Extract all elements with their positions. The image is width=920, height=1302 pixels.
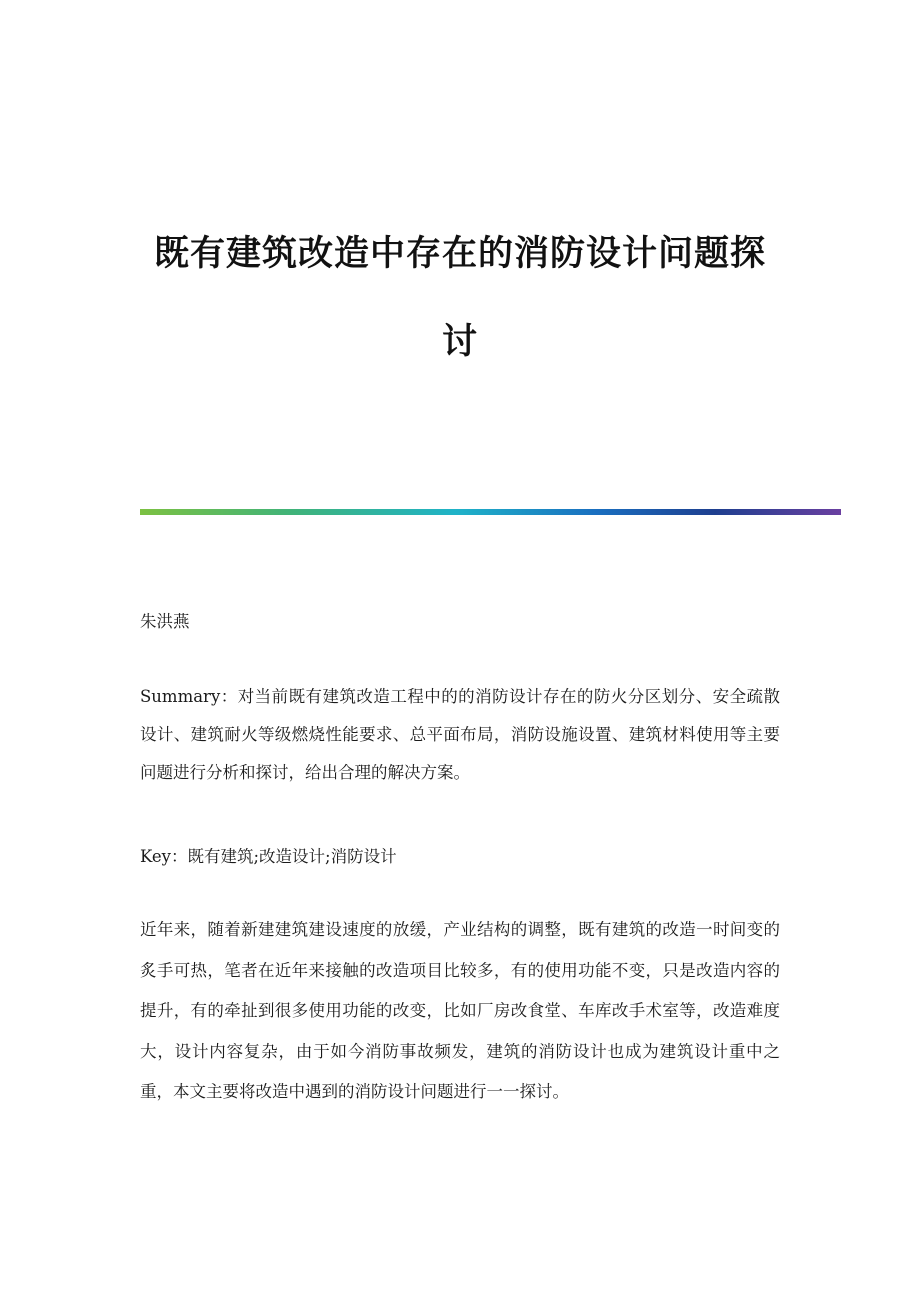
summary-paragraph: Summary：对当前既有建筑改造工程中的的消防设计存在的防火分区划分、安全疏散设计、建筑耐火等级燃烧性能要求、总平面布局，消防设施设置、建筑材料使用等主要问题进行分析和探讨，给出合理的解决方案。 bbox=[140, 687, 780, 782]
body-paragraph: 近年来，随着新建建筑建设速度的放缓，产业结构的调整，既有建筑的改造一时间变的炙手可热，笔者在近年来接触的改造项目比较多，有的使用功能不变，只是改造内容的提升，有的牵扯到很多使用功能的改变，比如厂房改食堂、车库改手术室等，改造难度大，设计内容复杂，由于如今消防事故频发，建筑的消防设计也成为建筑设计重中之重，本文主要将改造中遇到的消防设计问题进行一一探讨。 bbox=[140, 920, 780, 1101]
document-title: 既有建筑改造中存在的消防设计问题探讨 bbox=[153, 233, 766, 362]
title-divider bbox=[140, 509, 841, 515]
author-name: 朱洪燕 bbox=[140, 612, 190, 631]
keywords-line: Key：既有建筑;改造设计;消防设计 bbox=[140, 847, 397, 866]
